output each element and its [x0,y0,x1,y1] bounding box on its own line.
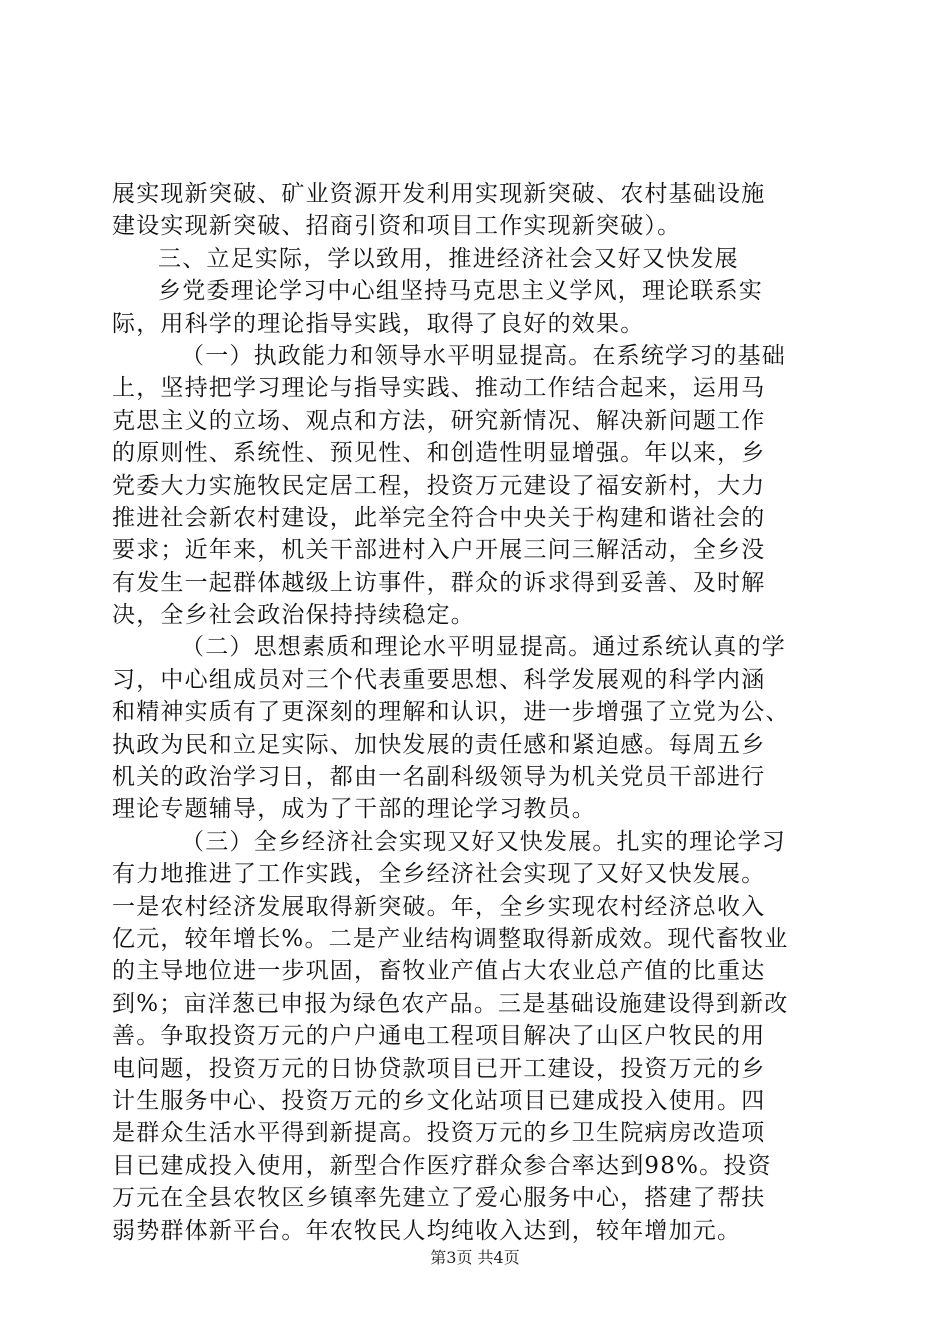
text-line: 机关的政治学习日，都由一名副科级领导为机关党员干部进行 [112,764,766,791]
text-line: 弱势群体新平台。年农牧民人均纯收入达到，较年增加元。 [112,1217,742,1244]
text-line: 亿元，较年增长%。二是产业结构调整取得新成效。现代畜牧业 [112,925,789,952]
text-line: 万元在全县农牧区乡镇率先建立了爱心服务中心，搭建了帮扶 [112,1185,766,1212]
text-line: 上，坚持把学习理论与指导实践、推动工作结合起来，运用马 [112,375,766,402]
text-line: 习，中心组成员对三个代表重要思想、科学发展观的科学内涵 [112,666,766,693]
text-line: 建设实现新突破、招商引资和项目工作实现新突破）。 [112,213,682,240]
text-line: 计生服务中心、投资万元的乡文化站项目已建成投入使用。四 [112,1087,766,1114]
document-body [112,178,842,1247]
page-number-footer: 第3页 共4页 [430,1248,520,1267]
text-line: 目已建成投入使用，新型合作医疗群众参合率达到98%。投资 [112,1152,772,1179]
text-line: 克思主义的立场、观点和方法，研究新情况、解决新问题工作 [112,407,766,434]
text-line: 展实现新突破、矿业资源开发利用实现新突破、农村基础设施 [112,181,766,207]
text-line: 有力地推进了工作实践，全乡经济社会实现了又好又快发展。 [112,861,766,888]
text-line: 乡党委理论学习中心组坚持马克思主义学风，理论联系实 [158,278,763,305]
text-line: 推进社会新农村建设，此举完全符合中央关于构建和谐社会的 [112,504,766,531]
text-line: 是群众生活水平得到新提高。投资万元的乡卫生院病房改造项 [112,1120,766,1147]
text-line: 际，用科学的理论指导实践，取得了良好的效果。 [112,310,645,337]
subsection-heading-line: （一）执政能力和领导水平明显提高。在系统学习的基础 [181,342,786,369]
text-line: 决，全乡社会政治保持持续稳定。 [112,602,475,629]
text-line: 一是农村经济发展取得新突破。年，全乡实现农村经济总收入 [112,893,766,920]
text-line: 和精神实质有了更深刻的理解和认识，进一步增强了立党为公、 [112,699,790,726]
text-line: 要求；近年来，机关干部进村入户开展三问三解活动，全乡没 [112,537,766,564]
text-line: 善。争取投资万元的户户通电工程项目解决了山区户牧民的用 [112,1023,766,1050]
text-line: 的主导地位进一步巩固，畜牧业产值占大农业总产值的比重达 [112,958,766,985]
text-line: 执政为民和立足实际、加快发展的责任感和紧迫感。每周五乡 [112,731,766,758]
text-line: 理论专题辅导，成为了干部的理论学习教员。 [112,796,596,823]
text-line: 电问题，投资万元的日协贷款项目已开工建设，投资万元的乡 [112,1055,766,1082]
subsection-heading-line: （三）全乡经济社会实现又好又快发展。扎实的理论学习 [181,828,786,855]
section-heading: 三、立足实际，学以致用，推进经济社会又好又快发展 [158,245,739,272]
text-line: 到%；亩洋葱已申报为绿色农产品。三是基础设施建设得到新改 [112,990,789,1017]
subsection-heading-line: （二）思想素质和理论水平明显提高。通过系统认真的学 [181,634,786,661]
text-line: 的原则性、系统性、预见性、和创造性明显增强。年以来，乡 [112,440,766,467]
text-line: 党委大力实施牧民定居工程，投资万元建设了福安新村，大力 [112,472,766,499]
text-line: 有发生一起群体越级上访事件，群众的诉求得到妥善、及时解 [112,569,766,596]
